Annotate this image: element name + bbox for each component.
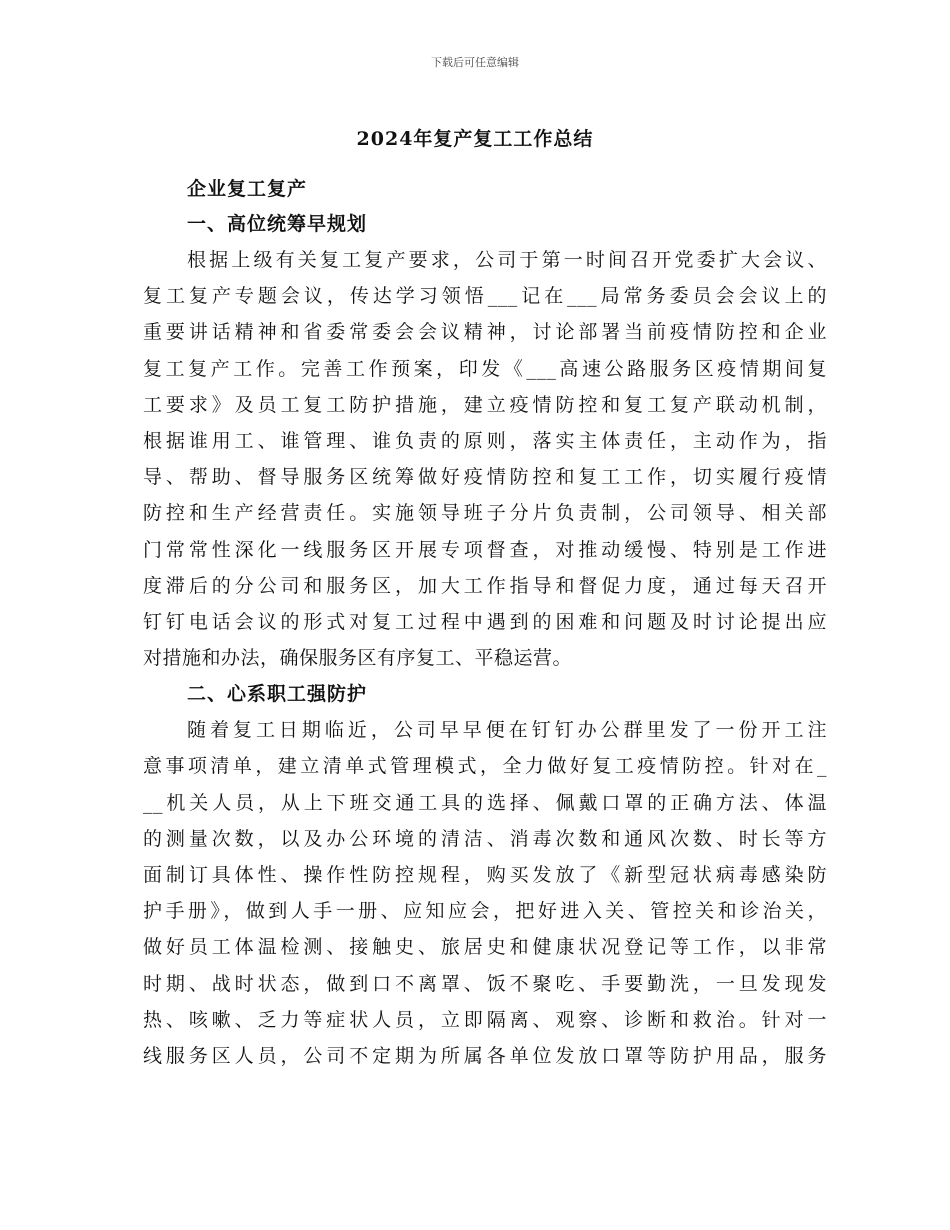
section-heading-staff-protection: 二、心系职工强防护 <box>187 683 368 706</box>
document-body <box>143 172 827 1074</box>
header-note: 下载后可任意编辑 <box>431 56 519 69</box>
paragraph-planning <box>143 242 827 676</box>
paragraph-line: 的测量次数，以及办公环境的清洁、消毒次数和通风次数、时长等方 <box>143 827 827 850</box>
paragraph-line: 重要讲话精神和省委常委会会议精神，讨论部署当前疫情防控和企业 <box>143 321 827 344</box>
paragraph-line: 热、咳嗽、乏力等症状人员，立即隔离、观察、诊断和救治。针对一 <box>143 1008 827 1031</box>
paragraph-line: 线服务区人员，公司不定期为所属各单位发放口罩等防护用品，服务 <box>143 1044 827 1067</box>
paragraph-line: 防控和生产经营责任。实施领导班子分片负责制，公司领导、相关部 <box>143 502 827 525</box>
paragraph-line: 面制订具体性、操作性防控规程，购买发放了《新型冠状病毒感染防 <box>143 864 827 886</box>
paragraph-line: 根据谁用工、谁管理、谁负责的原则，落实主体责任，主动作为，指 <box>143 429 827 452</box>
paragraph-line: 复工复产工作。完善工作预案，印发《___高速公路服务区疫情期间复 <box>143 357 827 380</box>
paragraph-line: 钉钉电话会议的形式对复工过程中遇到的困难和问题及时讨论提出应 <box>143 610 827 633</box>
paragraph-line: 工要求》及员工复工防护措施，建立疫情防控和复工复产联动机制， <box>143 393 827 416</box>
paragraph-line: 度滞后的分公司和服务区，加大工作指导和督促力度，通过每天召开 <box>143 574 827 597</box>
paragraph-line: 做好员工体温检测、接触史、旅居史和健康状况登记等工作，以非常 <box>143 936 827 959</box>
section-heading-enterprise-resumption: 企业复工复产 <box>187 178 308 200</box>
paragraph-staff-protection <box>143 712 827 1074</box>
paragraph-line: 意事项清单，建立清单式管理模式，全力做好复工疫情防控。针对在_ <box>143 755 827 778</box>
paragraph-line: 复工复产专题会议，传达学习领悟___记在___局常务委员会会议上的 <box>143 285 827 308</box>
section-heading-planning: 一、高位统筹早规划 <box>187 213 368 235</box>
paragraph-line: 导、帮助、督导服务区统筹做好疫情防控和复工工作，切实履行疫情 <box>143 466 827 489</box>
paragraph-line: __机关人员，从上下班交通工具的选择、佩戴口罩的正确方法、体温 <box>143 791 827 814</box>
paragraph-line: 护手册》，做到人手一册、应知应会，把好进入关、管控关和诊治关， <box>143 900 827 923</box>
paragraph-line: 门常常性深化一线服务区开展专项督查，对推动缓慢、特别是工作进 <box>143 538 827 561</box>
document-title: 2024年复产复工工作总结 <box>356 128 594 150</box>
paragraph-line: 随着复工日期临近，公司早早便在钉钉办公群里发了一份开工注 <box>187 719 827 742</box>
paragraph-line: 对措施和办法，确保服务区有序复工、平稳运营。 <box>143 647 573 670</box>
paragraph-line: 时期、战时状态，做到口不离罩、饭不聚吃、手要勤洗，一旦发现发 <box>143 972 827 995</box>
paragraph-line: 根据上级有关复工复产要求，公司于第一时间召开党委扩大会议、 <box>187 249 827 271</box>
